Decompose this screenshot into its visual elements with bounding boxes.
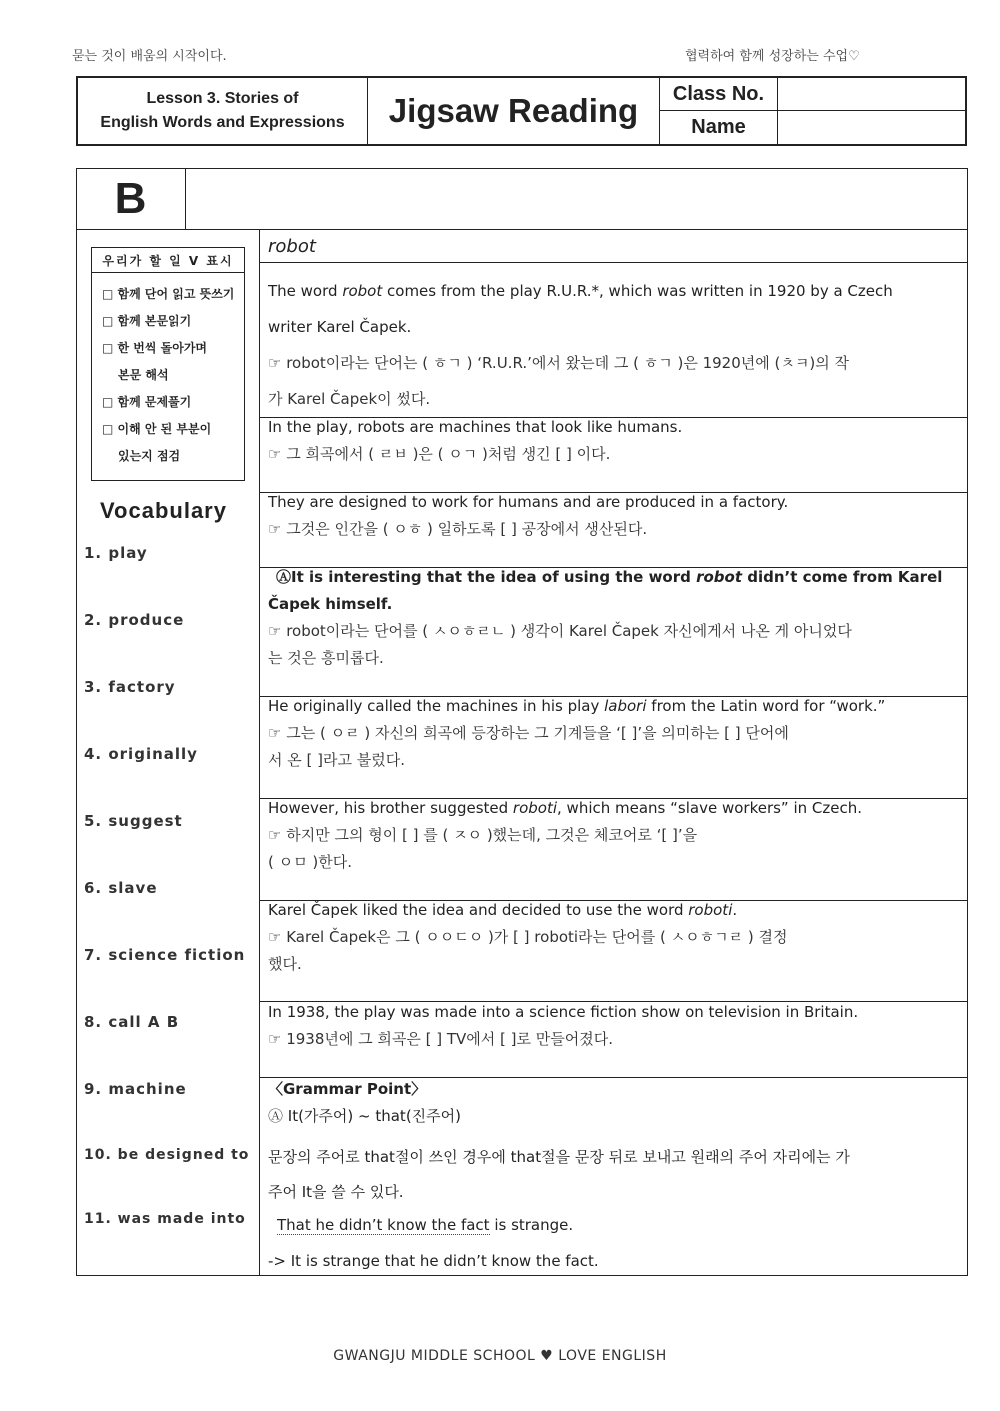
section-letter: B xyxy=(76,168,186,230)
passage-5-korean: ☞ 그는 ( ㅇㄹ ) 자신의 희곡에 등장하는 그 기계들을 ‘[ ]’을 의미하는 [ ] 단어에 xyxy=(268,724,789,742)
passage-2-korean: ☞ 그 희곡에서 ( ㄹㅂ )은 ( ㅇㄱ )처럼 생긴 [ ] 이다. xyxy=(268,445,611,463)
name-field[interactable] xyxy=(778,111,965,144)
text: However, his brother suggested xyxy=(268,799,513,817)
text: comes from the play R.U.R.*, which was written in 1920 by a Czech xyxy=(382,282,893,300)
todo-item-continued: 있는지 점검 xyxy=(118,449,181,463)
grammar-example-1 xyxy=(268,1212,967,1239)
text: ⒶIt is interesting that the idea of using the word xyxy=(276,568,697,586)
lesson-line-1: Lesson 3. Stories of xyxy=(146,90,299,107)
passage-6-english xyxy=(268,795,958,822)
passage-4-korean: ☞ robot이라는 단어를 ( ㅅㅇㅎㄹㄴ ) 생각이 Karel Čapek 자신에게서 나온 게 아니었다 xyxy=(268,622,852,640)
passage-7-korean: ☞ Karel Čapek은 그 ( ㅇㅇㄷㅇ )가 [ ] roboti라는 단어를 ( ㅅㅇㅎㄱㄹ ) 결정 xyxy=(268,928,788,946)
passage-6 xyxy=(268,795,958,876)
grammar-title: 〈Grammar Point〉 xyxy=(268,1080,427,1098)
vocab-item: 8. call A B xyxy=(84,1013,180,1031)
passage-3-korean: ☞ 그것은 인간을 ( ㅇㅎ ) 일하도록 [ ] 공장에서 생산된다. xyxy=(268,520,648,538)
example-rest: is strange. xyxy=(489,1216,574,1234)
vocabulary-title: Vocabulary xyxy=(100,498,227,523)
todo-item[interactable]: □ 함께 문제풀기 xyxy=(102,395,192,409)
name-label: Name xyxy=(691,116,746,138)
class-no-field[interactable] xyxy=(778,78,965,111)
passage-5-english xyxy=(268,693,958,720)
vocab-item: 1. play xyxy=(84,544,148,562)
todo-item-continued: 본문 해석 xyxy=(118,368,169,382)
passage-4-korean-cont: 는 것은 흥미롭다. xyxy=(268,649,384,667)
passage-1-korean: ☞ robot이라는 단어는 ( ㅎㄱ ) ‘R.U.R.’에서 왔는데 그 ( ㅎㄱ )은 1920년에 (ㅊㅋ)의 작 xyxy=(268,354,849,372)
text-italic: roboti xyxy=(688,901,733,919)
passage-3-english: They are designed to work for humans and are produced in a factory. xyxy=(268,493,789,511)
text-italic: robot xyxy=(696,568,743,586)
passage-8-english: In 1938, the play was made into a science fiction show on television in Britain. xyxy=(268,1003,859,1021)
vocab-item: 4. originally xyxy=(84,745,198,763)
text: Karel Čapek liked the idea and decided to use the word xyxy=(268,901,689,919)
grammar-explain-line: 문장의 주어로 that절이 쓰인 경우에 that절을 문장 뒤로 보내고 원래의 주어 자리에는 가 xyxy=(268,1148,850,1166)
text: didn’t come from Karel xyxy=(742,568,943,586)
todo-item[interactable]: □ 함께 본문읽기 xyxy=(102,314,192,328)
lesson-line-2: English Words and Expressions xyxy=(100,114,345,131)
passage-6-korean-cont: ( ㅇㅁ )한다. xyxy=(268,853,352,871)
text: He originally called the machines in his play xyxy=(268,697,605,715)
topic-heading xyxy=(268,233,958,260)
topic-word: robot xyxy=(268,236,316,257)
passage-8-korean: ☞ 1938년에 그 희곡은 [ ] TV에서 [ ]로 만들어졌다. xyxy=(268,1030,613,1048)
vocab-item: 11. was made into xyxy=(84,1211,246,1227)
value-column xyxy=(778,78,965,144)
vocab-item: 3. factory xyxy=(84,678,176,696)
footer: GWANGJU MIDDLE SCHOOL ♥ LOVE ENGLISH xyxy=(333,1348,667,1364)
example-subject: That he didn’t know the fact xyxy=(277,1216,490,1234)
todo-item[interactable]: □ 한 번씩 돌아가며 xyxy=(102,341,208,355)
header-right-note: 협력하여 함께 성장하는 수업♡ xyxy=(685,49,860,64)
passage-4-english xyxy=(268,564,958,591)
divider xyxy=(76,229,968,230)
todo-title: 우리가 할 일 V 표시 xyxy=(92,248,244,273)
passage-4-english-cont: Čapek himself. xyxy=(268,595,393,613)
page-title: Jigsaw Reading xyxy=(368,78,660,144)
grammar-point xyxy=(268,1076,958,1130)
text-italic: robot xyxy=(342,282,383,300)
passage-1-english-cont: writer Karel Čapek. xyxy=(268,318,412,336)
lesson-title xyxy=(78,78,368,144)
passage-2 xyxy=(268,414,958,468)
vocab-item: 10. be designed to xyxy=(84,1147,250,1163)
vocab-item: 5. suggest xyxy=(84,812,183,830)
passage-8 xyxy=(268,999,958,1053)
passage-7-english xyxy=(268,897,958,924)
vocab-item: 9. machine xyxy=(84,1080,187,1098)
grammar-example-2: -> It is strange that he didn’t know the fact. xyxy=(268,1252,599,1270)
text-italic: labori xyxy=(604,697,647,715)
passage-2-english: In the play, robots are machines that look like humans. xyxy=(268,418,683,436)
text: The word xyxy=(268,282,343,300)
divider xyxy=(259,262,968,263)
grammar-explain-line: 주어 It을 쓸 수 있다. xyxy=(268,1183,404,1201)
passage-3 xyxy=(268,489,958,543)
passage-6-korean: ☞ 하지만 그의 형이 [ ] 를 ( ㅈㅇ )했는데, 그것은 체코어로 ‘[ ]’을 xyxy=(268,826,698,844)
header-left-note: 묻는 것이 배움의 시작이다. xyxy=(72,49,227,64)
todo-item[interactable]: □ 함께 단어 읽고 뜻쓰기 xyxy=(102,287,235,301)
vocab-item: 2. produce xyxy=(84,611,185,629)
passage-1-english xyxy=(268,273,958,309)
text: , which means “slave workers” in Czech. xyxy=(557,799,863,817)
passage-4 xyxy=(268,564,958,672)
grammar-explanation xyxy=(268,1140,958,1210)
todo-checklist xyxy=(91,247,245,481)
label-column xyxy=(660,78,778,144)
passage-1-korean-cont: 가 Karel Čapek이 썼다. xyxy=(268,390,431,408)
grammar-rule: Ⓐ It(가주어) ~ that(진주어) xyxy=(268,1107,461,1125)
vocab-item: 6. slave xyxy=(84,879,158,897)
passage-7 xyxy=(268,897,958,978)
column-divider xyxy=(259,229,260,1276)
text: . xyxy=(732,901,738,919)
passage-5-korean-cont: 서 온 [ ]라고 불렀다. xyxy=(268,751,405,769)
header-table xyxy=(76,76,967,146)
todo-item[interactable]: □ 이해 안 된 부분이 xyxy=(102,422,212,436)
text: from the Latin word for “work.” xyxy=(646,697,886,715)
passage-5 xyxy=(268,693,958,774)
vocab-item: 7. science fiction xyxy=(84,946,246,964)
passage-1 xyxy=(268,273,958,417)
text-italic: roboti xyxy=(512,799,558,817)
passage-7-korean-cont: 했다. xyxy=(268,955,302,973)
class-no-label: Class No. xyxy=(660,78,777,111)
